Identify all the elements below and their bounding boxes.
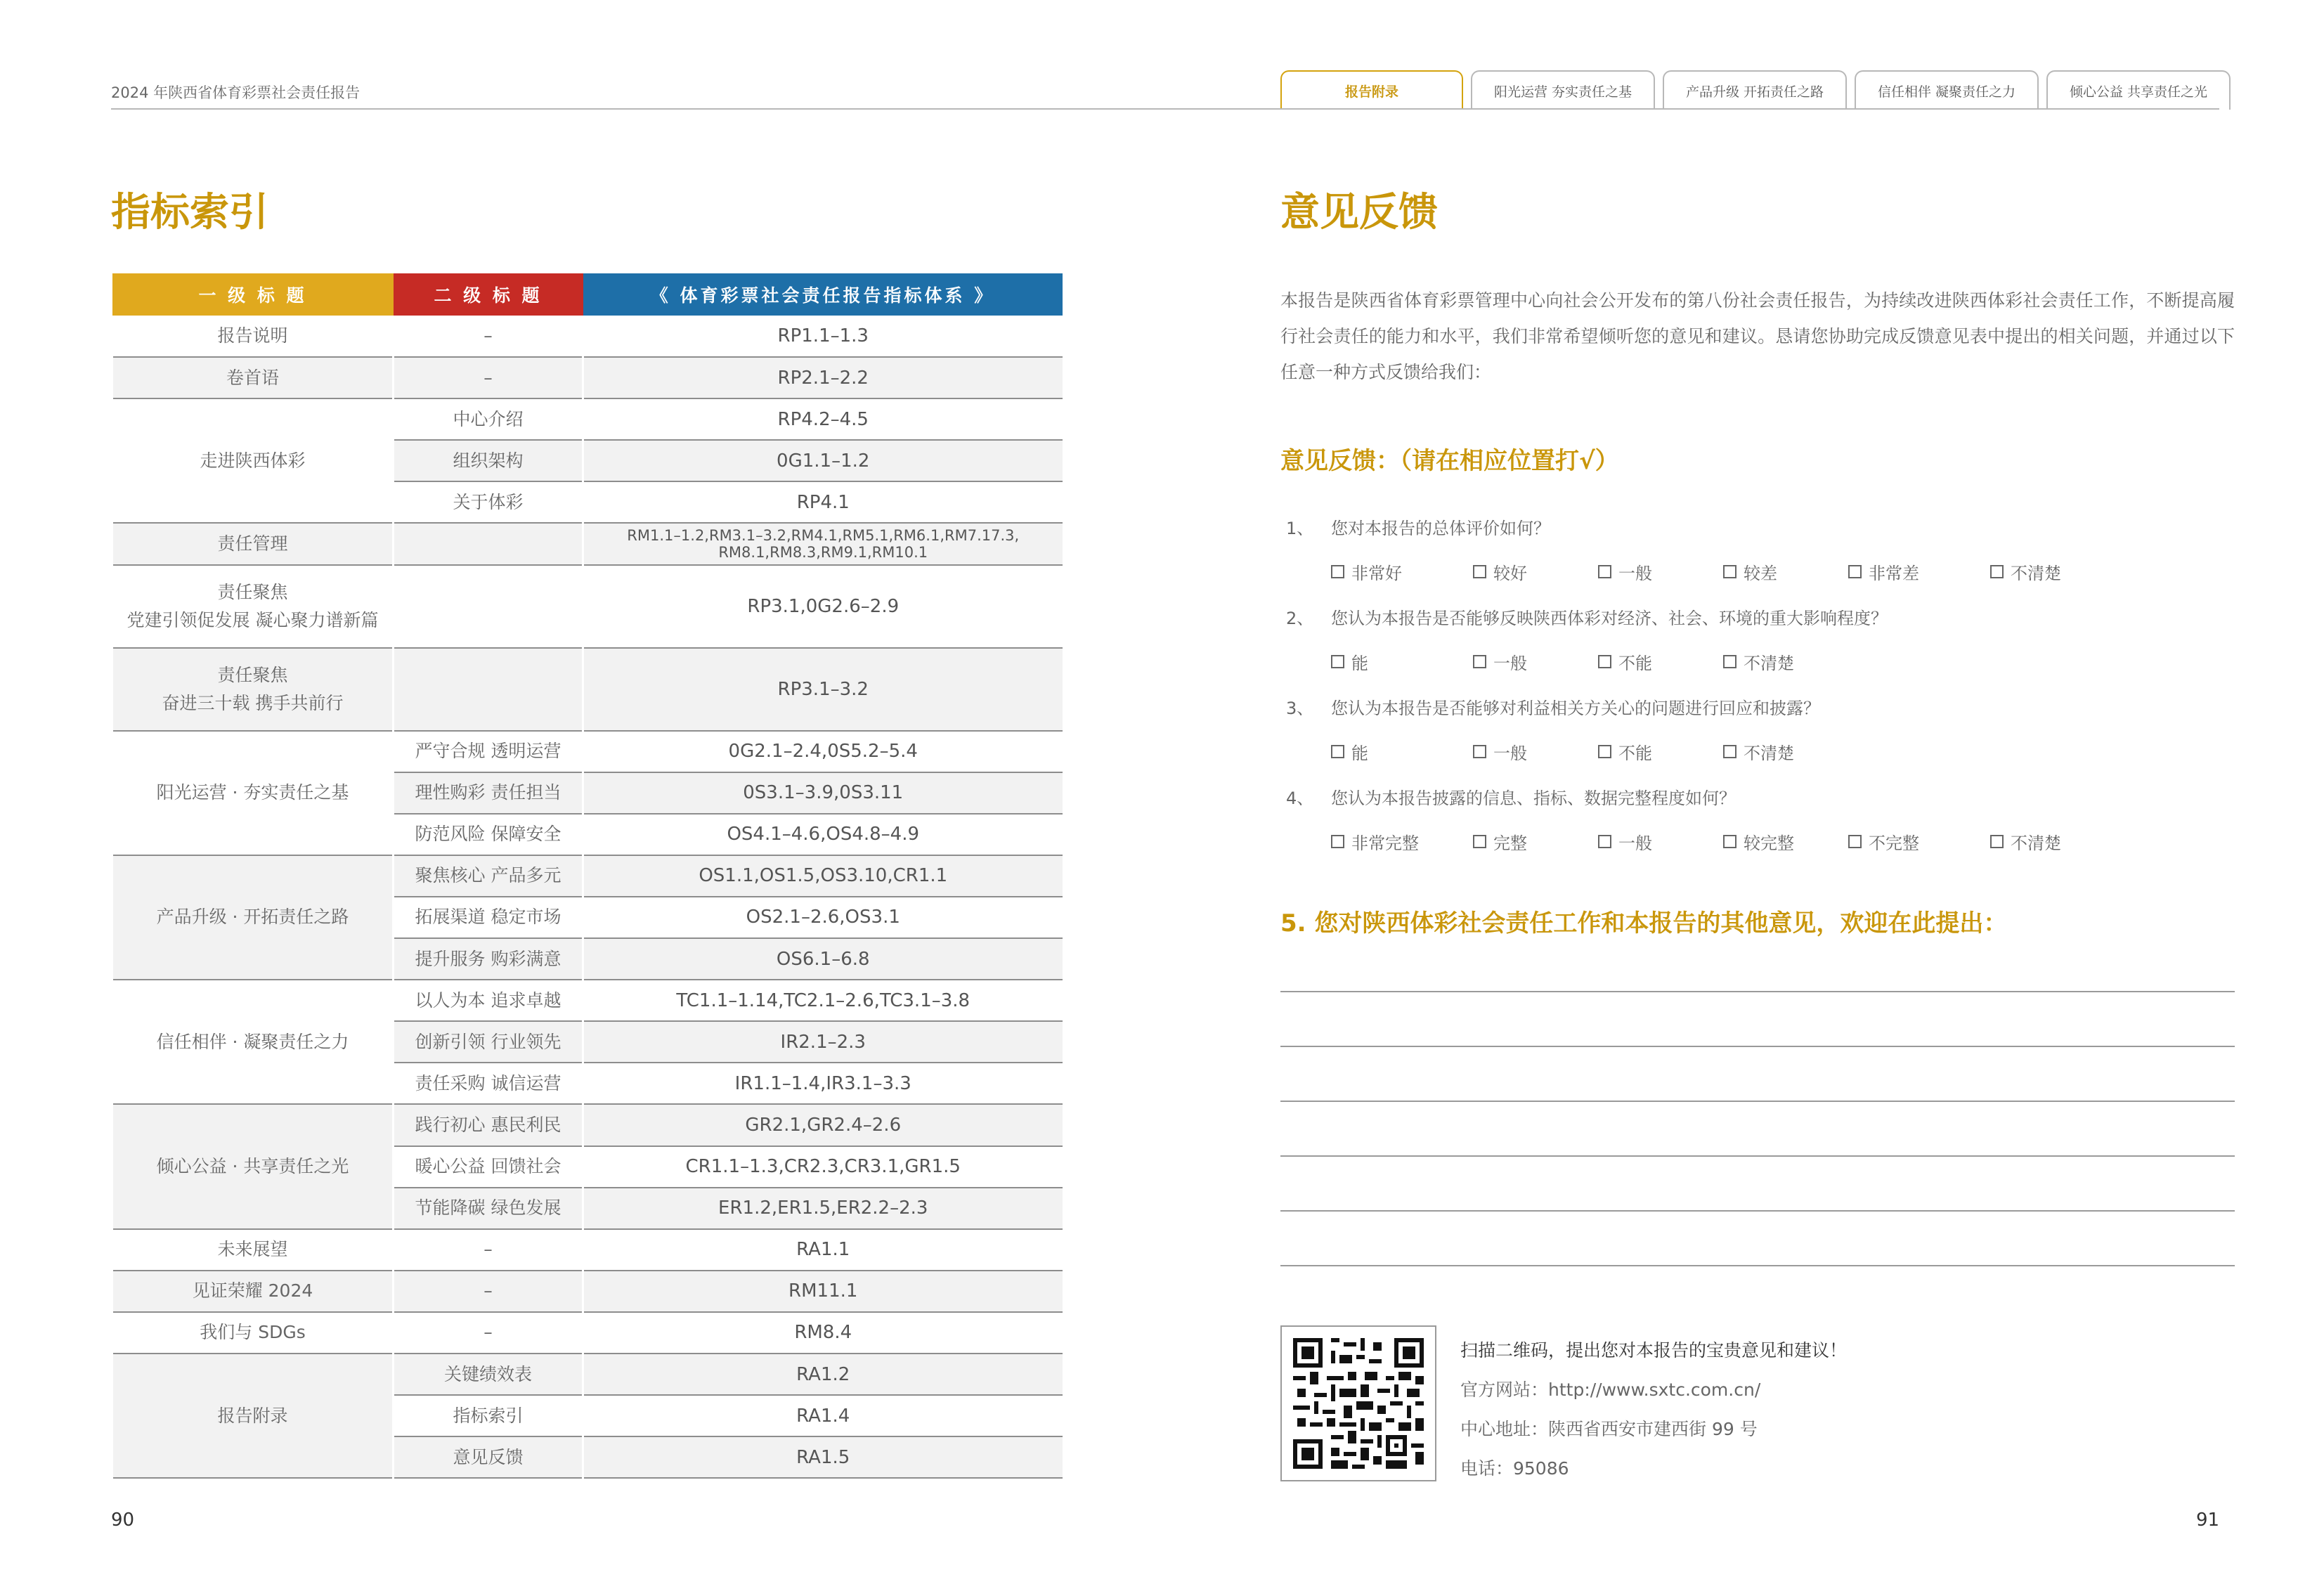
option-label: 一般 [1493,654,1527,673]
level1-line: 党建引领促发展 凝心聚力谱新篇 [126,609,379,630]
answer-line[interactable] [1280,1046,2235,1047]
level2-cell: – [394,1229,583,1271]
checkbox-icon[interactable] [1331,835,1344,848]
table-header-row [112,273,1063,316]
checkbox-icon[interactable] [1473,745,1486,758]
option-label: 较好 [1493,564,1527,583]
level2-cell: 关键绩效表 [394,1354,583,1395]
question-text: 您认为本报告是否能够反映陕西体彩对经济、社会、环境的重大影响程度？ [1331,609,1888,628]
option-label: 较差 [1744,564,1777,583]
q2-option[interactable] [1473,649,1527,674]
level2-cell: – [394,357,583,398]
level1-cell: 走进陕西体彩 [112,398,394,523]
question-number: 4、 [1286,788,1314,808]
q2-option[interactable] [1723,649,1794,674]
q1-option[interactable] [1598,559,1652,584]
level1-line: 责任聚焦 [217,581,288,602]
code-cell: RP3.1–3.2 [583,648,1063,731]
address-text: 中心地址：陕西省西安市建西街 99 号 [1460,1419,1758,1439]
table-row [112,398,1063,440]
q4-option[interactable] [1990,829,2061,854]
checkbox-icon[interactable] [1598,835,1611,848]
level1-cell [112,565,394,648]
level1-cell: 信任相伴 · 凝聚责任之力 [112,980,394,1104]
table-row [112,855,1063,897]
qr-code[interactable] [1280,1325,1436,1481]
code-line: RM8.1,RM8.3,RM9.1,RM10.1 [718,544,928,562]
answer-line[interactable] [1280,1210,2235,1212]
code-cell: CR1.1–1.3,CR2.3,CR3.1,GR1.5 [583,1146,1063,1188]
checkbox-icon[interactable] [1473,565,1486,578]
level2-cell: 意见反馈 [394,1436,583,1478]
code-cell: IR1.1–1.4,IR3.1–3.3 [583,1063,1063,1104]
code-cell [583,523,1063,564]
level2-cell: 指标索引 [394,1395,583,1436]
option-label: 不能 [1618,654,1652,673]
level2-cell: 提升服务 购彩满意 [394,938,583,980]
level1-cell: 见证荣耀 2024 [112,1271,394,1312]
level2-cell: 组织架构 [394,440,583,481]
question-number: 1、 [1286,519,1314,538]
option-label: 非常差 [1869,564,1919,583]
q4-option[interactable] [1598,829,1652,854]
table-row [112,357,1063,398]
checkbox-icon[interactable] [1331,655,1344,668]
level1-cell: 我们与 SDGs [112,1312,394,1354]
level2-cell: 严守合规 透明运营 [394,731,583,772]
code-cell: RP2.1–2.2 [583,357,1063,398]
answer-line[interactable] [1280,1265,2235,1266]
qr-instruction: 扫描二维码，提出您对本报告的宝贵意见和建议！ [1460,1340,1848,1361]
table-row [112,980,1063,1021]
option-label: 能 [1351,744,1368,763]
level2-cell: – [394,316,583,357]
level2-cell: – [394,1271,583,1312]
checkbox-icon[interactable] [1598,655,1611,668]
level1-cell: 未来展望 [112,1229,394,1271]
question-4 [1286,784,1736,809]
table-row [112,1312,1063,1354]
option-label: 不清楚 [1744,654,1794,673]
level2-cell [394,565,583,648]
table-row [112,731,1063,772]
q4-option[interactable] [1331,829,1419,854]
option-label: 非常好 [1351,564,1402,583]
code-cell: ER1.2,ER1.5,ER2.2–2.3 [583,1188,1063,1229]
level1-line: 奋进三十载 携手共前行 [162,692,344,713]
checkbox-icon[interactable] [1598,565,1611,578]
q1-option[interactable] [1331,559,1402,584]
level2-cell [394,523,583,564]
level2-cell: 拓展渠道 稳定市场 [394,897,583,938]
table-row [112,1104,1063,1146]
index-page-title: 指标索引 [111,190,268,235]
question-number: 2、 [1286,609,1314,628]
feedback-page-title: 意见反馈 [1280,190,1438,235]
code-cell: RA1.4 [583,1395,1063,1436]
code-cell: RM8.4 [583,1312,1063,1354]
q4-option[interactable] [1473,829,1527,854]
level2-cell: 节能降碳 绿色发展 [394,1188,583,1229]
code-cell: RM11.1 [583,1271,1063,1312]
level1-cell [112,648,394,731]
level2-cell: 中心介绍 [394,398,583,440]
table-row [112,523,1063,564]
level2-cell: 创新引领 行业领先 [394,1021,583,1063]
page-number-left: 90 [111,1510,135,1531]
code-cell: IR2.1–2.3 [583,1021,1063,1063]
level2-cell: 责任采购 诚信运营 [394,1063,583,1104]
level1-cell: 倾心公益 · 共享责任之光 [112,1104,394,1228]
question-text: 您对本报告的总体评价如何？ [1331,519,1550,538]
option-label: 一般 [1493,744,1527,763]
tab-public-welfare[interactable]: 倾心公益 共享责任之光 [2046,70,2231,110]
q3-option[interactable] [1723,739,1794,764]
indicator-index-table [111,273,1063,1479]
checkbox-icon[interactable] [1848,565,1862,578]
q2-option[interactable] [1331,649,1368,674]
code-cell: OS2.1–2.6,OS3.1 [583,897,1063,938]
code-cell: RP1.1–1.3 [583,316,1063,357]
question-2 [1286,604,1888,629]
phone-text: 电话：95086 [1460,1458,1569,1479]
open-feedback-prompt: 5. 您对陕西体彩社会责任工作和本报告的其他意见，欢迎在此提出： [1280,909,2008,937]
checkbox-icon[interactable] [1331,745,1344,758]
option-label: 完整 [1493,833,1527,853]
checkbox-icon[interactable] [1848,835,1862,848]
feedback-heading: 意见反馈：（请在相应位置打√） [1280,447,1619,475]
code-cell: TC1.1–1.14,TC2.1–2.6,TC3.1–3.8 [583,980,1063,1021]
option-label: 不完整 [1869,833,1919,853]
question-number: 3、 [1286,699,1314,718]
level2-cell: 理性购彩 责任担当 [394,772,583,814]
level1-cell: 阳光运营 · 夯实责任之基 [112,731,394,855]
option-label: 较完整 [1744,833,1794,853]
q1-option[interactable] [1848,559,1919,584]
code-cell: RP4.1 [583,481,1063,523]
level1-cell: 产品升级 · 开拓责任之路 [112,855,394,980]
code-cell: OS4.1–4.6,OS4.8–4.9 [583,814,1063,855]
checkbox-icon[interactable] [1990,835,2004,848]
question-1 [1286,514,1550,539]
level1-line: 责任聚焦 [217,664,288,685]
level2-cell: – [394,1312,583,1354]
q1-option[interactable] [1473,559,1527,584]
code-cell: RA1.2 [583,1354,1063,1395]
code-cell: RA1.1 [583,1229,1063,1271]
code-cell: OS1.1,OS1.5,OS3.10,CR1.1 [583,855,1063,897]
option-label: 不清楚 [1744,744,1794,763]
table-row [112,1354,1063,1395]
table-row [112,648,1063,731]
q3-option[interactable] [1598,739,1652,764]
report-title: 2024 年陕西省体育彩票社会责任报告 [111,84,361,101]
level1-cell: 责任管理 [112,523,394,564]
level2-cell [394,648,583,731]
level2-cell: 防范风险 保障安全 [394,814,583,855]
option-label: 不能 [1618,744,1652,763]
checkbox-icon[interactable] [1723,745,1736,758]
code-cell: RP3.1,0G2.6–2.9 [583,565,1063,648]
option-label: 不清楚 [2011,833,2061,853]
table-row [112,1229,1063,1271]
table-row [112,1271,1063,1312]
tab-report-appendix[interactable]: 报告附录 [1280,70,1463,110]
level1-cell: 报告附录 [112,1354,394,1478]
q4-option[interactable] [1848,829,1919,854]
table-row [112,565,1063,648]
code-cell: GR2.1,GR2.4–2.6 [583,1104,1063,1146]
code-cell: RA1.5 [583,1436,1063,1478]
tab-product-upgrade[interactable]: 产品升级 开拓责任之路 [1663,70,1847,110]
header-divider [111,108,2219,110]
q3-option[interactable] [1331,739,1368,764]
header-indicator-system: 《 体育彩票社会责任报告指标体系 》 [583,273,1063,316]
level2-cell: 暖心公益 回馈社会 [394,1146,583,1188]
q2-option[interactable] [1598,649,1652,674]
qr-code-icon [1289,1334,1428,1473]
checkbox-icon[interactable] [1723,655,1736,668]
answer-line[interactable] [1280,991,2235,992]
option-label: 一般 [1618,833,1652,853]
question-text: 您认为本报告是否能够对利益相关方关心的问题进行回应和披露？ [1331,699,1820,718]
checkbox-icon[interactable] [1473,655,1486,668]
header-level2: 二 级 标 题 [394,273,583,316]
table-row [112,316,1063,357]
header-level1: 一 级 标 题 [112,273,394,316]
checkbox-icon[interactable] [1473,835,1486,848]
code-cell: 0G1.1–1.2 [583,440,1063,481]
level2-cell: 践行初心 惠民利民 [394,1104,583,1146]
answer-line[interactable] [1280,1101,2235,1102]
checkbox-icon[interactable] [1598,745,1611,758]
question-text: 您认为本报告披露的信息、指标、数据完整程度如何？ [1331,788,1736,808]
website-link[interactable]: 官方网站：http://www.sxtc.com.cn/ [1460,1380,1761,1400]
level1-cell: 报告说明 [112,316,394,357]
question-3 [1286,694,1820,719]
feedback-intro: 本报告是陕西省体育彩票管理中心向社会公开发布的第八份社会责任报告，为持续改进陕西体彩社会责任工作，不断提高履行社会责任的能力和水平，我们非常希望倾听您的意见和建议。恳请您协助完成反馈意见表中提出的相关问题，并通过以下任意一种方式反馈给我们： [1280,290,2235,382]
level1-cell: 卷首语 [112,357,394,398]
checkbox-icon[interactable] [1331,565,1344,578]
tab-sunshine-operation[interactable]: 阳光运营 夯实责任之基 [1471,70,1655,110]
option-label: 非常完整 [1351,833,1419,853]
code-cell: OS6.1–6.8 [583,938,1063,980]
code-line: RM1.1–1.2,RM3.1–3.2,RM4.1,RM5.1,RM6.1,RM7.17.3, [627,527,1020,545]
tab-trust-partnership[interactable]: 信任相伴 凝聚责任之力 [1855,70,2039,110]
option-label: 能 [1351,654,1368,673]
answer-line[interactable] [1280,1155,2235,1157]
q1-option[interactable] [1990,559,2061,584]
option-label: 不清楚 [2011,564,2061,583]
code-cell: 0G2.1–2.4,0S5.2–5.4 [583,731,1063,772]
level2-cell: 聚焦核心 产品多元 [394,855,583,897]
checkbox-icon[interactable] [1723,835,1736,848]
page-number-right: 91 [2196,1510,2220,1531]
code-cell: RP4.2–4.5 [583,398,1063,440]
checkbox-icon[interactable] [1990,565,2004,578]
q4-option[interactable] [1723,829,1794,854]
level2-cell: 以人为本 追求卓越 [394,980,583,1021]
checkbox-icon[interactable] [1723,565,1736,578]
option-label: 一般 [1618,564,1652,583]
code-cell: 0S3.1–3.9,0S3.11 [583,772,1063,814]
level2-cell: 关于体彩 [394,481,583,523]
q1-option[interactable] [1723,559,1777,584]
q3-option[interactable] [1473,739,1527,764]
